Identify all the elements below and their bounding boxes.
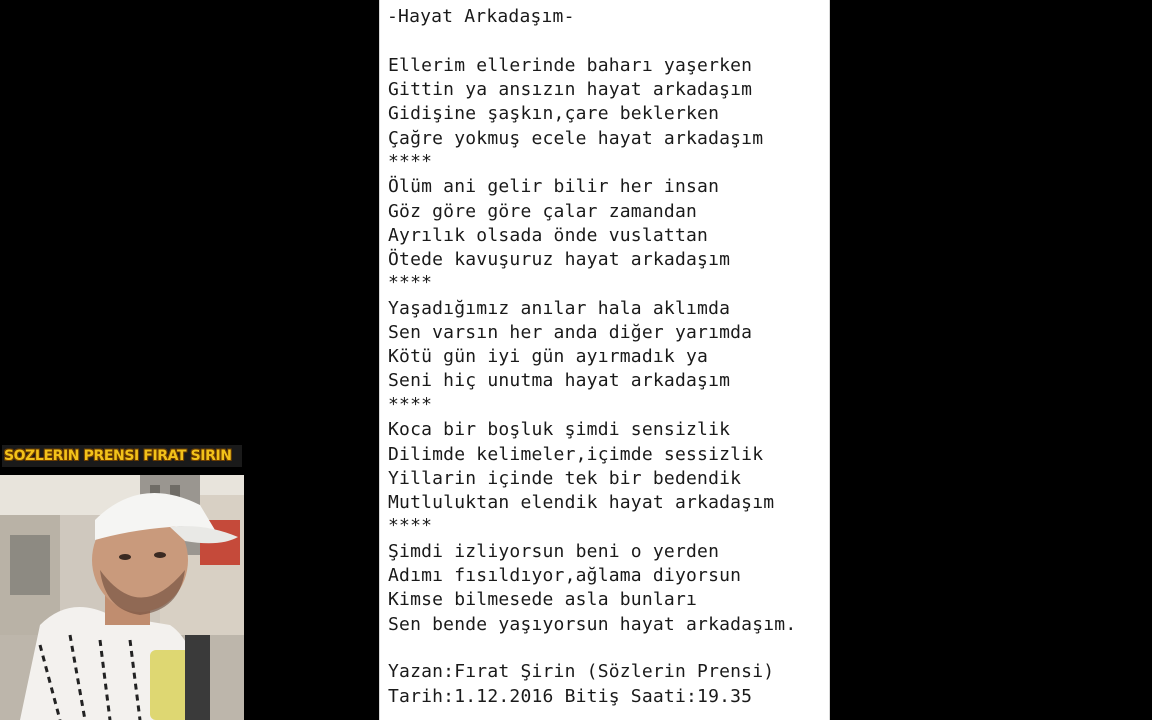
portrait-illustration — [0, 475, 244, 720]
poem-line: Seni hiç unutma hayat arkadaşım — [388, 370, 731, 391]
stanza-separator: **** — [388, 515, 433, 536]
poem-line: Gidişine şaşkın,çare beklerken — [388, 103, 720, 124]
channel-banner — [2, 445, 242, 467]
poem-line: Sen varsın her anda diğer yarımda — [388, 322, 753, 343]
poem-line: Kötü gün iyi gün ayırmadık ya — [388, 346, 709, 367]
poem-line: Sen bende yaşıyorsun hayat arkadaşım. — [388, 614, 797, 635]
poem-line: Göz göre göre çalar zamandan — [388, 201, 698, 222]
poem-line: Yillarin içinde tek bir bedendik — [388, 468, 742, 489]
poem-line: Adımı fısıldıyor,ağlama diyorsun — [388, 565, 742, 586]
date-line: Tarih:1.12.2016 Bitiş Saati:19.35 — [388, 686, 753, 707]
poem-line: Koca bir boşluk şimdi sensizlik — [388, 419, 731, 440]
poem-line: Şimdi izliyorsun beni o yerden — [388, 541, 720, 562]
poem-document — [379, 0, 830, 720]
poem-line: Dilimde kelimeler,içimde sessizlik — [388, 444, 764, 465]
poem-title: -Hayat Arkadaşım- — [387, 6, 575, 27]
poem-line: Ellerim ellerinde baharı yaşerken — [388, 55, 753, 76]
stanza-separator: **** — [388, 394, 433, 415]
stanza-separator: **** — [388, 272, 433, 293]
poem-line: Gittin ya ansızın hayat arkadaşım — [388, 79, 753, 100]
poem-line: Çağre yokmuş ecele hayat arkadaşım — [388, 128, 764, 149]
poem-line: Ölüm ani gelir bilir her insan — [388, 176, 720, 197]
portrait-photo — [0, 475, 244, 720]
banner-text: SOZLERIN PRENSI FIRAT SIRIN — [4, 448, 232, 464]
stanza-separator: **** — [388, 151, 433, 172]
poem-line: Mutluluktan elendik hayat arkadaşım — [388, 492, 775, 513]
poem-line: Yaşadığımız anılar hala aklımda — [388, 298, 731, 319]
poem-line: Ötede kavuşuruz hayat arkadaşım — [388, 249, 731, 270]
poem-line: Kimse bilmesede asla bunları — [388, 589, 698, 610]
poem-line: Ayrılık olsada önde vuslattan — [388, 225, 709, 246]
author-line: Yazan:Fırat Şirin (Sözlerin Prensi) — [388, 661, 775, 682]
